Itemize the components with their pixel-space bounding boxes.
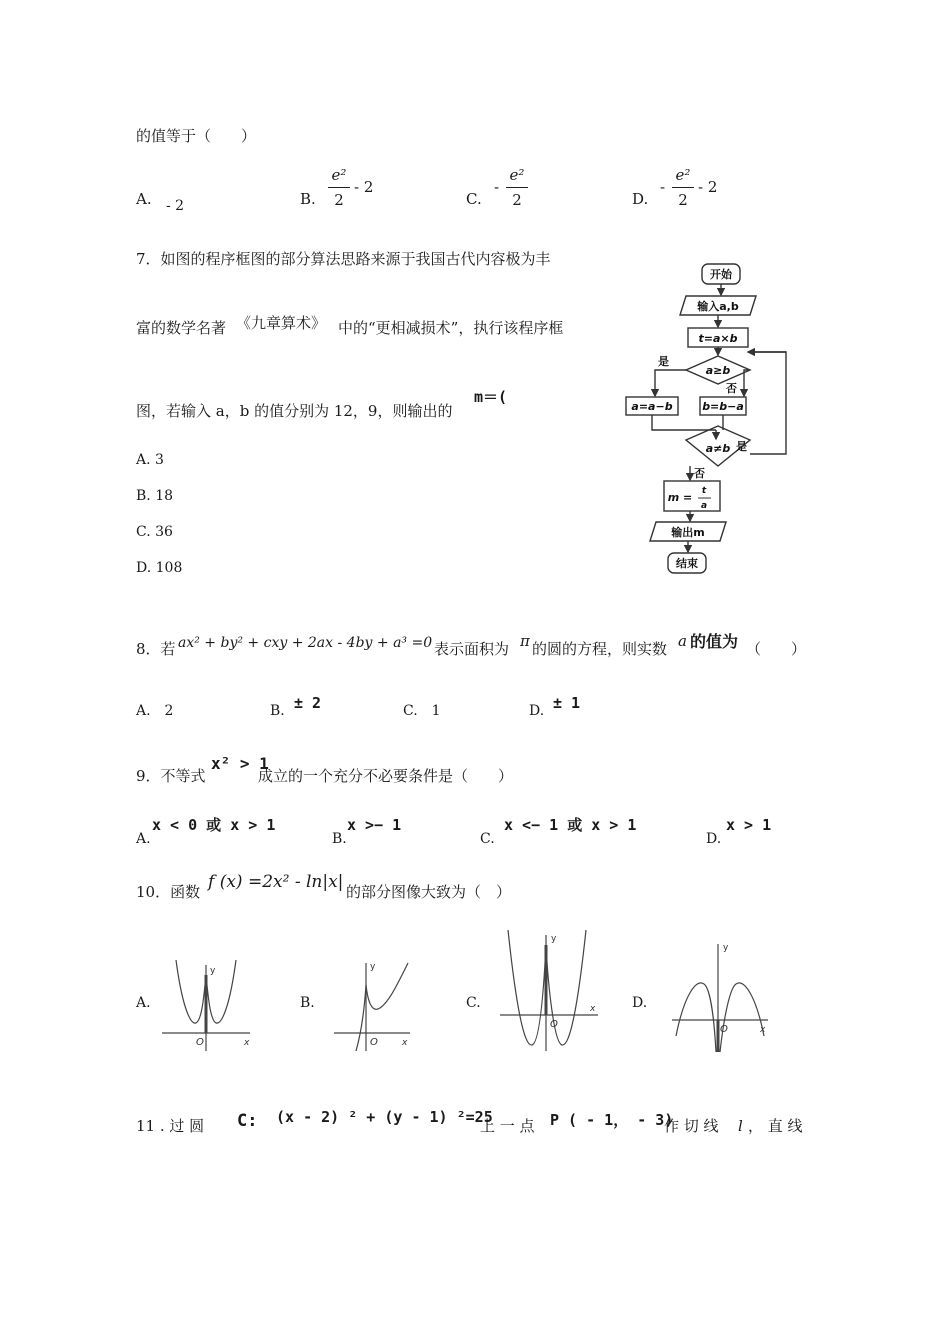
q8-option-b-value: ± 2	[294, 694, 322, 712]
q7-line3: 图，若输入 a，b 的值分别为 12，9，则输出的	[136, 402, 453, 420]
q10-option-c-label: C.	[466, 995, 481, 1011]
flow-input-text: 输入a,b	[697, 300, 739, 313]
flow-m-num: t	[701, 486, 707, 496]
flow-left-text: a=a−b	[631, 400, 673, 413]
graph-y-label: y	[210, 966, 216, 976]
q10-option-d-label: D.	[632, 995, 648, 1011]
graph-x-label: x	[244, 1038, 250, 1048]
q11-equation: (x - 2) ² + (y - 1) ²=25	[276, 1108, 493, 1126]
fraction-denominator: 2	[512, 191, 522, 209]
q8-prefix: 8．若	[136, 640, 176, 658]
flow-m-lhs: m =	[667, 491, 693, 504]
q11-c-label: C:	[237, 1111, 258, 1131]
q11-l: l	[738, 1117, 743, 1135]
flow-cond1-text: a≥b	[705, 364, 731, 377]
q10-graph-a	[158, 955, 258, 1055]
q8-mid: 表示面积为	[434, 640, 510, 658]
q11-tail2: ， 直 线	[748, 1117, 803, 1135]
q10-option-b-label: B.	[300, 995, 315, 1011]
graph-x-label: x	[402, 1038, 408, 1048]
q6-option-b-label: B.	[300, 190, 316, 208]
q9-prefix: 9．不等式	[136, 767, 206, 785]
fraction-denominator: 2	[334, 191, 344, 209]
flow-assign-text: t=a×b	[698, 332, 738, 345]
q6-option-b-fraction	[328, 166, 350, 209]
q6-option-c-prefix: -	[494, 178, 500, 196]
q9-option-b-value: x >− 1	[347, 816, 402, 834]
q8-mid2: 的圆的方程，则实数	[532, 640, 668, 658]
flow-output-text: 输出m	[671, 526, 705, 539]
q8-option-d-value: ± 1	[553, 694, 581, 712]
q7-line3-tail: m＝(	[474, 388, 508, 406]
q7-line1: 7．如图的程序框图的部分算法思路来源于我国古代内容极为丰	[136, 250, 551, 268]
q9-option-d-value: x > 1	[726, 816, 772, 834]
flow-cond2-text: a≠b	[705, 442, 731, 455]
q7-option-c: C. 36	[136, 524, 173, 540]
flow-no-label-1: 否	[726, 382, 737, 395]
q6-option-c-fraction	[506, 166, 528, 209]
q9-option-b-label: B.	[332, 831, 347, 847]
q11-mid: 上 一 点	[480, 1117, 535, 1135]
q9-option-c-value: x <− 1 或 x > 1	[504, 816, 637, 834]
graph-y-label: y	[723, 943, 729, 953]
flow-right-text: b=b−a	[702, 400, 744, 413]
flow-no-label-2: 否	[694, 467, 705, 480]
q6-option-d-label: D.	[632, 190, 649, 208]
q8-equation: ax² + by² + cxy + 2ax - 4by + a³ =0	[178, 635, 433, 651]
q6-option-d-prefix: -	[660, 178, 666, 196]
q6-option-d-fraction	[672, 166, 694, 209]
q9-option-d-label: D.	[706, 831, 722, 847]
q6-option-a-label: A.	[136, 190, 152, 208]
q11-tail: 作 切 线	[664, 1117, 719, 1135]
q10-graph-b	[330, 955, 420, 1055]
flow-end-text: 结束	[676, 557, 698, 570]
q8-a: a	[678, 632, 687, 650]
graph-y-label: y	[551, 934, 557, 944]
flow-yes-label-2: 是	[736, 440, 747, 453]
q8-paren: （ ）	[746, 640, 807, 658]
q10-graph-c	[494, 925, 609, 1055]
q7-option-a: A. 3	[136, 452, 164, 468]
q9-inequality: x² > 1	[211, 754, 269, 773]
q7-line2-b: 中的“更相减损术”，执行该程序框	[338, 319, 564, 337]
q8-pi: π	[520, 632, 530, 650]
fraction-bar	[672, 187, 694, 188]
q8-option-a: A. 2	[136, 703, 174, 719]
flow-start-text: 开始	[710, 268, 732, 281]
q9-option-a-value: x < 0 或 x > 1	[152, 816, 276, 834]
flow-m-den: a	[700, 501, 708, 511]
fraction-bar	[506, 187, 528, 188]
graph-origin-label: O	[720, 1024, 728, 1035]
flow-yes-label-1: 是	[658, 355, 669, 368]
q10-prefix: 10．函数	[136, 883, 201, 901]
q7-option-b: B. 18	[136, 488, 174, 504]
graph-origin-label: O	[370, 1037, 378, 1048]
q6-option-a-value: - 2	[166, 198, 185, 214]
q11-line: 11 . 过 圆	[136, 1117, 205, 1135]
q7-flowchart	[620, 258, 800, 583]
q10-option-a-label: A.	[136, 995, 151, 1011]
q9-option-c-label: C.	[480, 831, 495, 847]
fraction-numerator: e²	[675, 166, 691, 184]
q11-point: P ( - 1， - 3)	[550, 1111, 674, 1129]
graph-x-label: x	[760, 1025, 766, 1035]
fraction-denominator: 2	[678, 191, 688, 209]
q8-option-d-label: D.	[529, 703, 545, 719]
q9-option-a-label: A.	[136, 831, 151, 847]
q7-line2-a: 富的数学名著	[136, 319, 227, 337]
q6-option-c-label: C.	[466, 190, 482, 208]
q7-line2-book: 《九章算术》	[236, 314, 327, 332]
q6-option-b-tail: - 2	[354, 178, 374, 196]
q10-function: f (x) =2x² - ln|x|	[208, 872, 344, 892]
fraction-bar	[328, 187, 350, 188]
q6-stem-tail: 的值等于（ ）	[136, 127, 257, 145]
q8-tail: 的值为	[690, 632, 739, 651]
q10-graph-d	[668, 936, 773, 1056]
q10-tail: 的部分图像大致为（ ）	[346, 883, 512, 901]
q6-option-d-tail: - 2	[698, 178, 718, 196]
graph-x-label: x	[590, 1004, 596, 1014]
q8-option-c: C. 1	[403, 703, 441, 719]
graph-y-label: y	[370, 962, 376, 972]
q8-option-b-label: B.	[270, 703, 285, 719]
fraction-numerator: e²	[509, 166, 525, 184]
fraction-numerator: e²	[331, 166, 347, 184]
graph-origin-label: O	[550, 1019, 558, 1030]
graph-origin-label: O	[196, 1037, 204, 1048]
q7-option-d: D. 108	[136, 560, 183, 576]
q9-tail: 成立的一个充分不必要条件是（ ）	[258, 767, 514, 785]
